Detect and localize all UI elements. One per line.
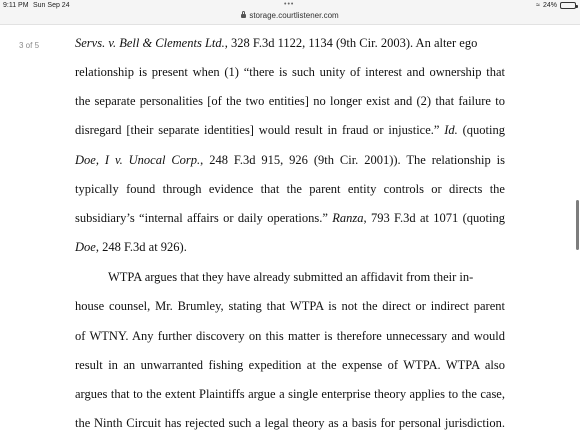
citation-italic: Ranza bbox=[332, 211, 364, 225]
text-line bbox=[75, 153, 505, 168]
address-bar[interactable] bbox=[0, 11, 580, 20]
scrollbar-thumb[interactable] bbox=[576, 200, 579, 250]
status-indicators bbox=[536, 2, 576, 9]
page-indicator: 3 of 5 bbox=[19, 41, 40, 50]
text-run: (quoting bbox=[457, 123, 505, 137]
text-line bbox=[75, 36, 505, 51]
text-run: the separate personalities [of the two entities] no longer exist and (2) that failure to bbox=[75, 94, 505, 108]
citation-italic: Doe bbox=[75, 240, 96, 254]
address-url: storage.courtlistener.com bbox=[249, 11, 339, 20]
citation-italic: Id. bbox=[444, 123, 458, 137]
text-run: relationship is present when (1) “there is such unity of interest and ownership that bbox=[75, 65, 505, 79]
text-run: , 248 F.3d at 926). bbox=[95, 240, 187, 254]
text-line bbox=[75, 416, 505, 431]
text-line bbox=[75, 358, 505, 373]
text-run: argues that to the extent Plaintiffs argue a single enterprise theory applies to the case, bbox=[75, 387, 505, 401]
text-run: disregard [their separate identities] would result in fraud or injustice.” bbox=[75, 123, 445, 137]
text-line bbox=[75, 211, 505, 226]
text-line bbox=[75, 329, 505, 344]
text-run: , 793 F.3d at 1071 (quoting bbox=[363, 211, 505, 225]
citation-italic: Servs. v. Bell & Clements Ltd. bbox=[75, 36, 225, 50]
wifi-icon: ≈ bbox=[536, 2, 540, 9]
text-run: , 248 F.3d 915, 926 (9th Cir. 2001)). The relationship is bbox=[200, 153, 505, 167]
text-line bbox=[75, 94, 505, 109]
citation-italic: Doe, I v. Unocal Corp. bbox=[75, 153, 201, 167]
battery-icon bbox=[560, 2, 576, 9]
text-run: WTPA argues that they have already submitted an affidavit from their in- bbox=[108, 270, 474, 284]
text-line bbox=[75, 299, 505, 314]
status-bar bbox=[0, 0, 580, 25]
text-line bbox=[75, 240, 505, 255]
text-line bbox=[75, 123, 505, 138]
text-line bbox=[75, 387, 505, 402]
battery-percent: 24% bbox=[542, 2, 557, 9]
lock-icon bbox=[241, 14, 246, 18]
text-line bbox=[75, 65, 505, 80]
text-run: result in an unwarranted fishing expedition at the expense of WTPA. WTPA also bbox=[75, 358, 505, 372]
status-date: Sun Sep 24 bbox=[33, 2, 70, 9]
text-run: typically found through evidence that the parent entity controls or directs the bbox=[75, 182, 505, 196]
text-line bbox=[108, 270, 505, 285]
text-line bbox=[75, 182, 505, 197]
multitask-dots-icon[interactable]: ••• bbox=[284, 1, 295, 8]
text-run: house counsel, Mr. Brumley, stating that WTPA is not the direct or indirect parent bbox=[75, 299, 505, 313]
text-run: , 328 F.3d 1122, 1134 (9th Cir. 2003). An alter ego bbox=[224, 36, 478, 50]
status-time: 9:11 PM bbox=[3, 2, 29, 9]
text-run: the Ninth Circuit has rejected such a legal theory as a basis for personal jurisdiction. bbox=[75, 416, 505, 430]
text-run: of WTNY. Any further discovery on this matter is therefore unnecessary and would bbox=[75, 329, 505, 343]
text-run: subsidiary’s “internal affairs or daily operations.” bbox=[75, 211, 333, 225]
